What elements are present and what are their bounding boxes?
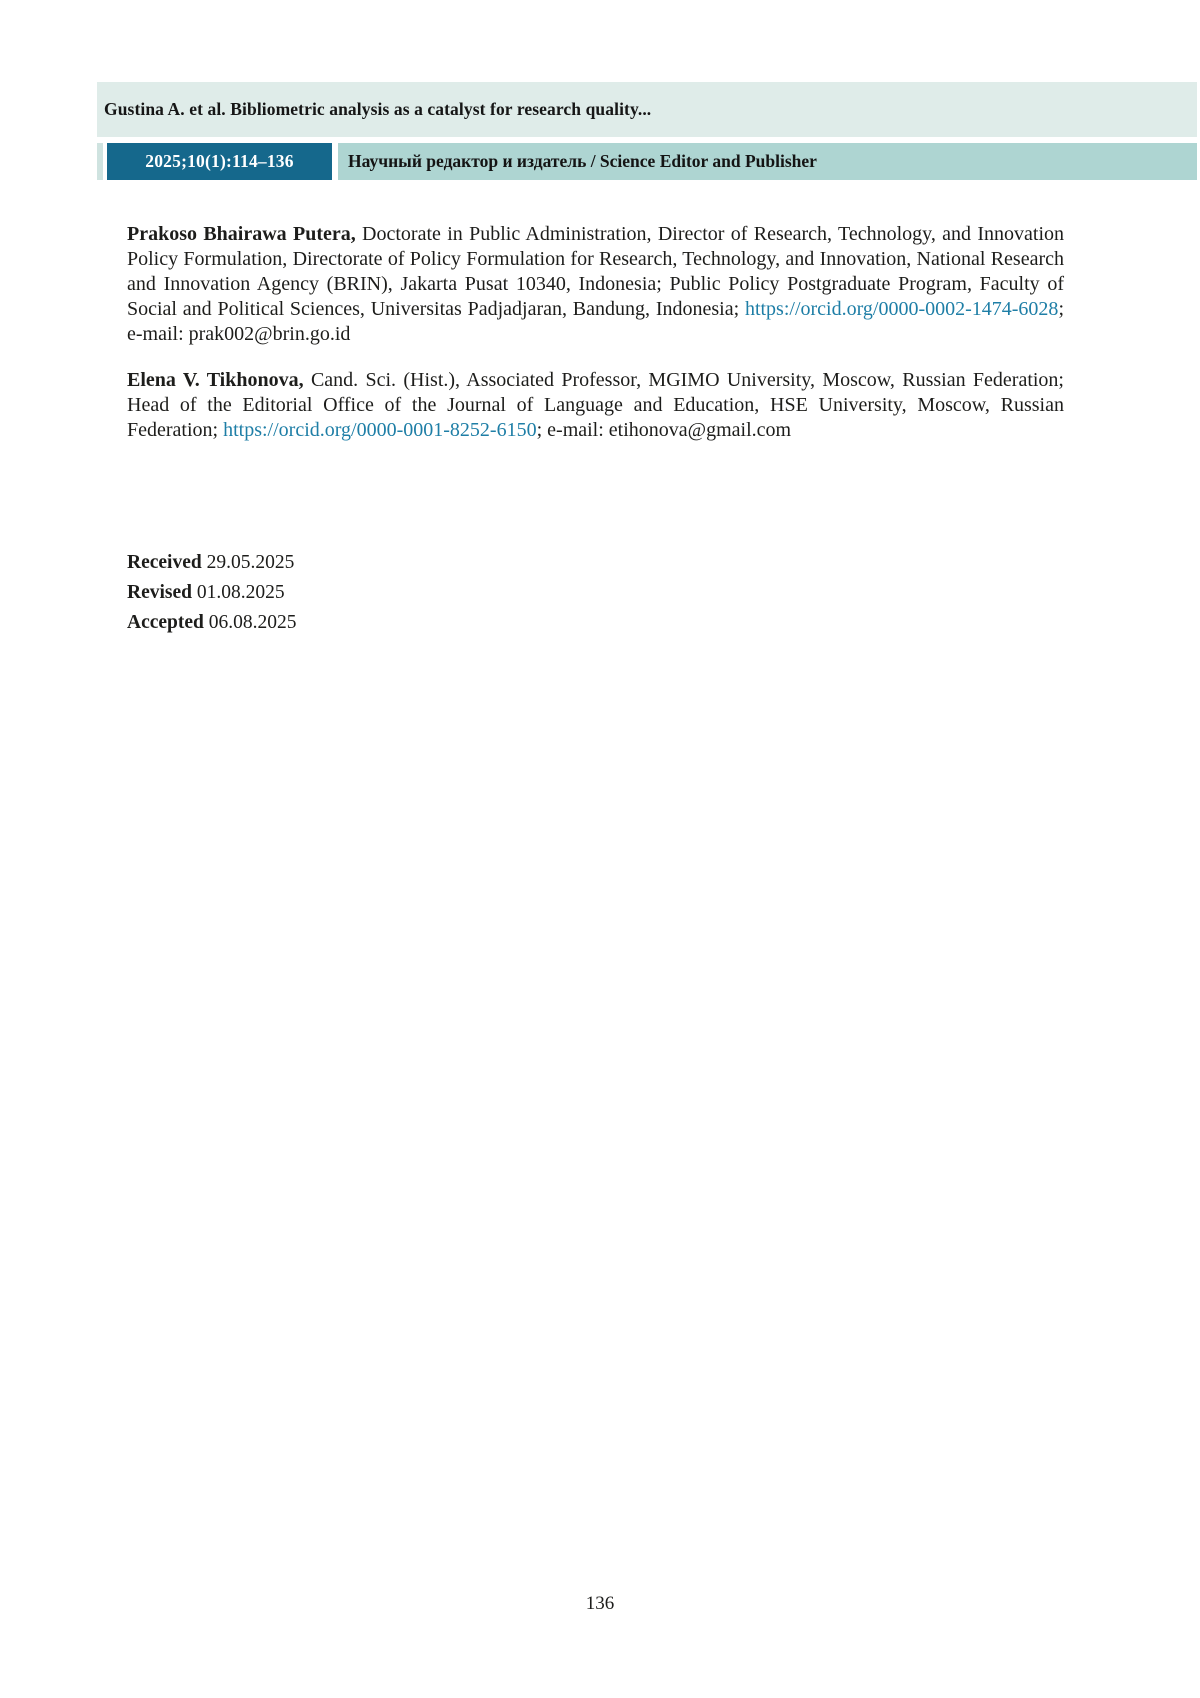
author-bio-putera: [127, 222, 1064, 347]
author-name: Prakoso Bhairawa Putera,: [127, 223, 356, 245]
accepted-value: 06.08.2025: [208, 612, 297, 633]
received-value: 29.05.2025: [206, 552, 295, 573]
volume-issue-text: 2025;10(1):114–136: [145, 151, 294, 171]
journal-title-bar: [338, 143, 1197, 180]
author-bios-section: [127, 222, 1064, 464]
journal-banner: [97, 143, 1197, 180]
revised-date-row: [127, 578, 297, 608]
accepted-date-row: [127, 608, 297, 638]
journal-title-text: Научный редактор и издатель / Science Editor and Publisher: [348, 151, 817, 171]
revised-value: 01.08.2025: [196, 582, 285, 603]
running-head-strip: [97, 82, 1197, 137]
revised-label: Revised: [127, 582, 192, 603]
received-label: Received: [127, 552, 202, 573]
volume-issue-badge: [107, 143, 332, 180]
page-number: 136: [585, 1593, 615, 1614]
accepted-label: Accepted: [127, 612, 204, 633]
running-title: Gustina A. et al. Bibliometric analysis as a catalyst for research quality...: [104, 99, 652, 119]
author-contact-text: ; e-mail: prak002@brin.go.id: [127, 298, 1064, 345]
author-bio-text: Cand. Sci. (Hist.), Associated Professor, MGIMO University, Moscow, Russian Federation; Head of the Editorial Office of the Journal of Language and Education, HSE University, Moscow, Russian Federation;: [127, 369, 1064, 441]
author-contact-text: ; e-mail: etihonova@gmail.com: [536, 419, 792, 441]
orcid-link[interactable]: https://orcid.org/0000-0002-1474-6028: [744, 298, 1059, 320]
author-name: Elena V. Tikhonova,: [127, 369, 304, 391]
orcid-link[interactable]: https://orcid.org/0000-0001-8252-6150: [223, 419, 537, 441]
author-bio-text: Doctorate in Public Administration, Director of Research, Technology, and Innovation Policy Formulation, Directorate of Policy Formulation for Research, Technology, and Innovation, National Research and Innovation Agency (BRIN), Jakarta Pusat 10340, Indonesia; Public Policy Postgraduate Program, Faculty of Social and Political Sciences, Universitas Padjadjaran, Bandung, Indonesia;: [127, 223, 1064, 320]
author-bio-tikhonova: [127, 368, 1064, 443]
article-history: [127, 548, 297, 638]
received-date-row: [127, 548, 297, 578]
